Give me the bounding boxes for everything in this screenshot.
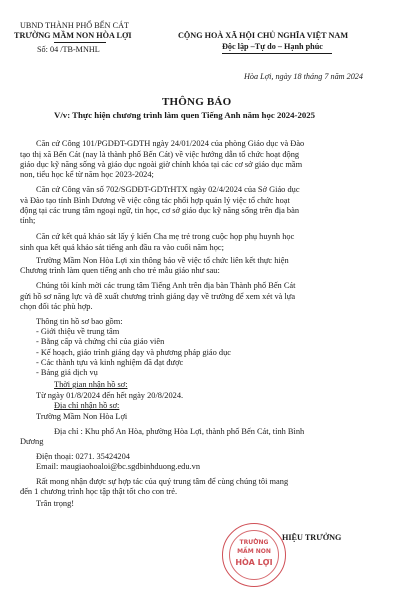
body-line: sinh qua kết quả khảo sát tiếng anh đầu ra vào cuối năm học; xyxy=(20,243,224,252)
body-line: - Các thành tựu và kinh nghiệm đã đạt được xyxy=(36,358,184,367)
body-line: Trường Mầm Non Hòa Lợi xyxy=(36,412,128,421)
body-line: Chúng tôi kính mời các trung tâm Tiếng Anh trên địa bàn Thành phố Bến Cát xyxy=(36,281,296,290)
body-line: - Kế hoạch, giáo trình giảng dạy và phương pháp giáo dục xyxy=(36,348,232,357)
body-line: Địa chỉ : Khu phố An Hòa, phường Hòa Lợi, thành phố Bến Cát, tỉnh Bình xyxy=(54,427,305,436)
body-line: Điện thoại: 0271. 35424204 xyxy=(36,452,130,461)
national-motto: Độc lập –Tự do – Hạnh phúc xyxy=(222,42,323,51)
body-line: Địa chỉ nhận hồ sơ: xyxy=(54,401,120,410)
org-underline xyxy=(54,42,106,43)
school-seal: TRƯỜNG MẦM NON HÒA LỢI xyxy=(222,523,286,587)
body-line: và Đào tạo tỉnh Bình Dương về việc công tác phối hợp quản lý việc tổ chức hoạt xyxy=(20,196,290,205)
motto-underline xyxy=(222,53,332,54)
country-name: CỘNG HOÀ XÃ HỘI CHỦ NGHĨA VIỆT NAM xyxy=(178,31,349,40)
body-line: động tại các trung tâm ngoại ngữ, tin học, cơ sở giáo dục kỹ năng sống trên địa bàn xyxy=(20,206,300,215)
body-line: Thông tin hồ sơ bao gồm: xyxy=(36,317,123,326)
document-title: THÔNG BÁO xyxy=(162,96,232,108)
body-line: Rất mong nhận được sự hợp tác của quý trung tâm để cùng chúng tôi mang xyxy=(36,477,289,486)
body-line: Dương xyxy=(20,437,44,446)
body-line: Trân trọng! xyxy=(36,499,75,508)
body-line: Trường Mầm Non Hòa Lợi xin thông báo về việc tổ chức liên kết thực hiện xyxy=(36,256,289,265)
body-line: - Bằng cấp và chứng chỉ của giáo viên xyxy=(36,337,165,346)
body-line: - Bảng giá dịch vụ xyxy=(36,368,98,377)
place-date: Hòa Lợi, ngày 18 tháng 7 năm 2024 xyxy=(244,72,363,81)
org-name: TRƯỜNG MẦM NON HÒA LỢI xyxy=(14,31,132,40)
doc-number: Số: 04 /TB-MNHL xyxy=(37,45,100,54)
signer-title: HIỆU TRƯỞNG xyxy=(282,533,342,542)
body-line: Email: maugiaohoaloi@bc.sgdbinhduong.edu.vn xyxy=(36,462,201,471)
body-line: Căn cứ kết quả khảo sát lấy ý kiến Cha mẹ trẻ trong cuộc họp phụ huynh học xyxy=(36,232,295,241)
body-line: tỉnh; xyxy=(20,216,36,225)
body-line: - Giới thiệu về trung tâm xyxy=(36,327,120,336)
body-line: gửi hồ sơ năng lực và đề xuất chương trình giảng dạy về trường để xem xét và lựa xyxy=(20,292,296,301)
org-parent: UBND THÀNH PHỐ BẾN CÁT xyxy=(20,21,130,30)
body-line: non, tiểu học kể từ năm học 2023-2024; xyxy=(20,170,154,179)
document-subject: V/v: Thực hiện chương trình làm quen Tiếng Anh năm học 2024-2025 xyxy=(54,110,316,120)
body-line: Từ ngày 01/8/2024 đến hết ngày 20/8/2024. xyxy=(36,391,184,400)
body-line: đến 1 chương trình học tập thật tốt cho con trẻ. xyxy=(20,487,178,496)
body-line: Căn cứ Công văn số 702/SGDĐT-GDTrHTX ngày 02/4/2024 của Sở Giáo dục xyxy=(36,185,300,194)
body-line: chọn đối tác phù hợp. xyxy=(20,302,93,311)
body-line: Căn cứ Công 101/PGDĐT-GDTH ngày 24/01/2024 của phòng Giáo dục và Đào xyxy=(36,139,305,148)
body-line: Thời gian nhận hồ sơ: xyxy=(54,380,128,389)
body-line: tạo thị xã Bến Cát (nay là thành phố Bến Cát) về việc hướng dẫn tổ chức hoạt động xyxy=(20,150,300,159)
body-line: giáo dục kỹ năng sống và giáo dục ngoài giờ chính khóa tại các cơ sở giáo dục mầm xyxy=(20,160,303,169)
body-line: Chương trình làm quen tiếng anh cho trẻ mẫu giáo như sau: xyxy=(20,266,220,275)
